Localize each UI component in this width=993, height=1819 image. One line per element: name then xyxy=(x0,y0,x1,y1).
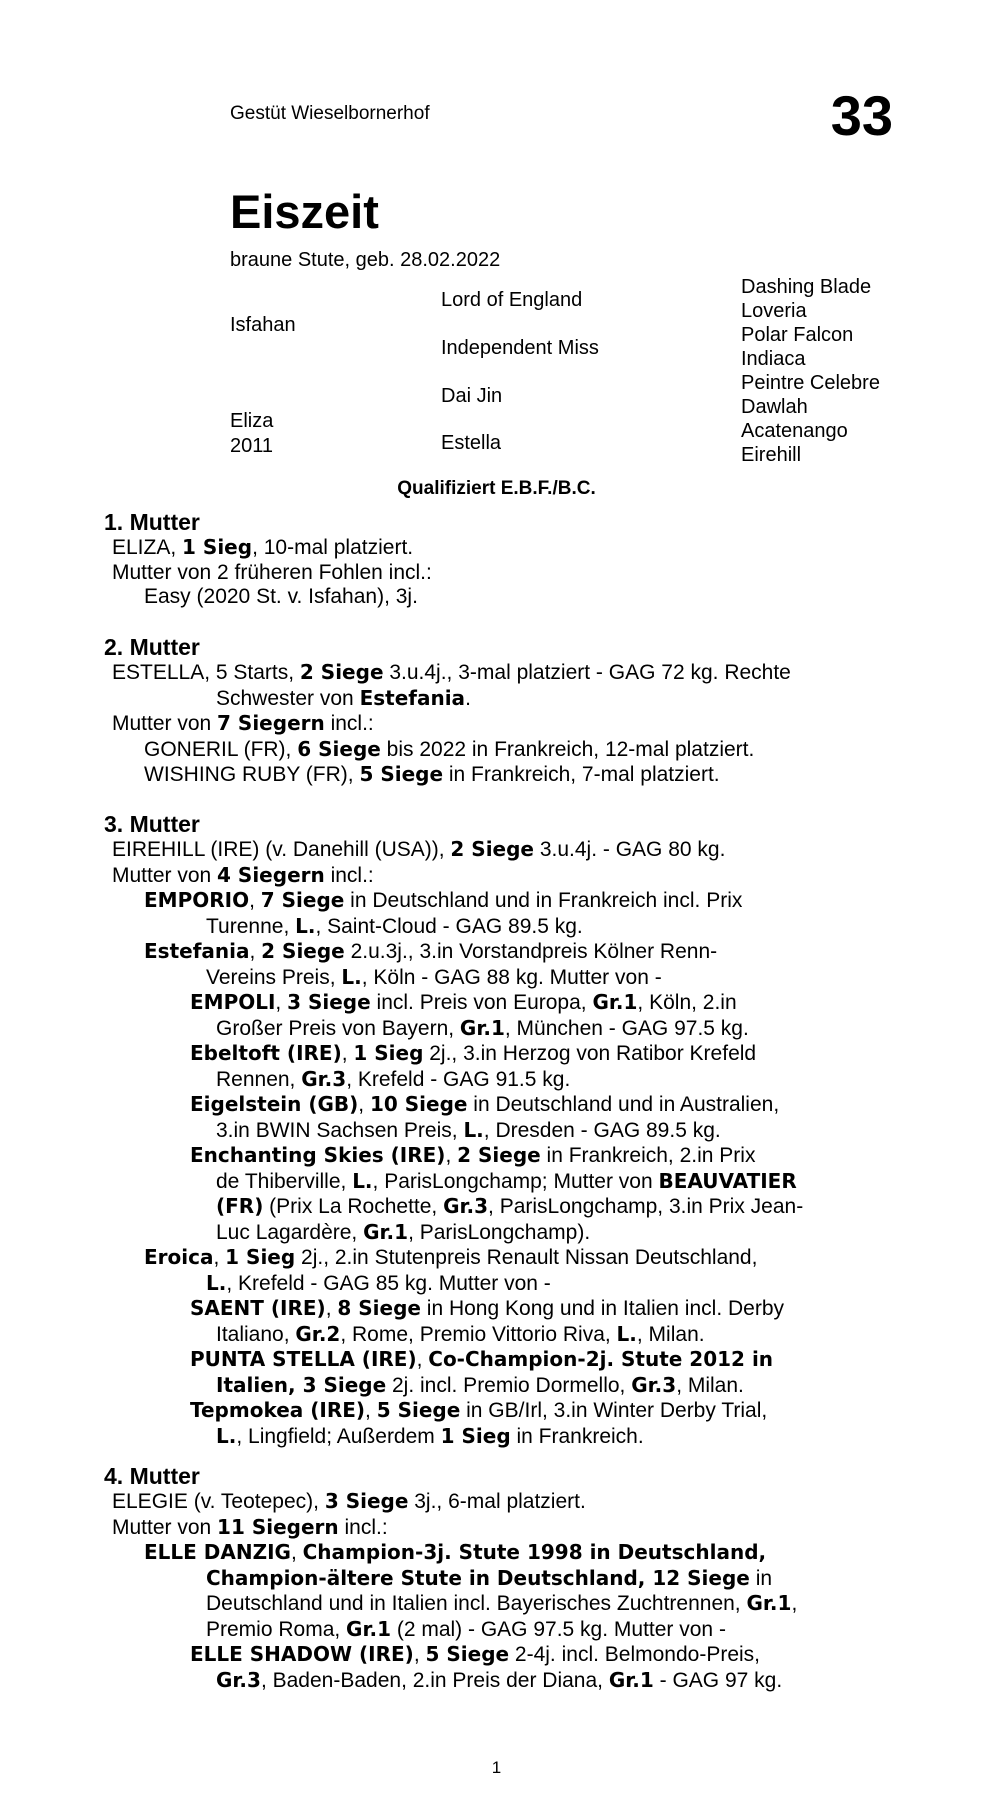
bold-text: Champion-ältere Stute in Deutschland, 12 Siege xyxy=(206,1565,750,1590)
bold-text: Italien, 3 Siege xyxy=(216,1372,387,1397)
bold-text: 2 Siege xyxy=(457,1143,541,1167)
bold-text: Gr.1 xyxy=(746,1591,792,1615)
bold-text: 10 Siege xyxy=(369,1092,468,1116)
section-lines xyxy=(104,1489,904,1693)
entry-line xyxy=(104,737,904,763)
text: Deutschland und in Italien incl. Bayerisches Zuchtrennen, xyxy=(206,1592,747,1615)
pedigree-dam-year: 2011 xyxy=(230,435,274,457)
entry-line xyxy=(104,1617,904,1643)
stud-name: Gestüt Wieselbornerhof xyxy=(230,103,430,124)
section-heading: 1. Mutter xyxy=(104,509,200,535)
bold-text: Gr.1 xyxy=(363,1219,409,1244)
text: in GB/Irl, 3.in Winter Derby Trial, xyxy=(460,1399,768,1422)
qualification: Qualifiziert E.B.F./B.C. xyxy=(397,478,596,499)
entry-line xyxy=(104,1118,904,1144)
bold-text: 11 Siegern xyxy=(217,1514,339,1539)
bold-text: SAENT (IRE) xyxy=(190,1296,326,1320)
text: - GAG 97 kg. xyxy=(653,1668,783,1692)
bold-text: L. xyxy=(216,1423,237,1448)
text: Turenne, xyxy=(206,914,296,938)
text: 3.u.4j., 3-mal platziert - GAG 72 kg. Rechte xyxy=(383,661,791,684)
section-first-dam xyxy=(104,509,904,610)
text: 3.in BWIN Sachsen Preis, xyxy=(216,1118,464,1142)
bold-text: Estefania xyxy=(359,685,466,710)
text: in Frankreich, 2.in Prix xyxy=(540,1144,756,1167)
horse-description: braune Stute, geb. 28.02.2022 xyxy=(230,249,501,271)
bold-text: 3 Siege xyxy=(324,1489,409,1513)
entry-line xyxy=(104,1041,904,1067)
entry-line xyxy=(104,1322,904,1348)
text: 2j. incl. Premio Dormello, xyxy=(386,1373,632,1397)
pedigree-grandparent: Lord of England xyxy=(441,289,583,311)
pedigree-grandparent: Dai Jin xyxy=(441,385,503,407)
pedigree-great-grandparent: Dawlah xyxy=(741,396,808,418)
bold-text: BEAUVATIER xyxy=(658,1168,797,1193)
entry-line xyxy=(104,1245,904,1271)
bold-text: EMPORIO xyxy=(144,888,250,912)
bold-text: Gr.3 xyxy=(631,1372,677,1397)
text: , xyxy=(249,940,262,963)
pedigree-great-grandparent: Peintre Celebre xyxy=(741,372,880,394)
text: 3.u.4j. - GAG 80 kg. xyxy=(534,838,726,861)
text: , Baden-Baden, 2.in Preis der Diana, xyxy=(260,1668,609,1692)
bold-text: (FR) xyxy=(216,1194,264,1218)
text: incl.: xyxy=(324,863,374,887)
entry-line xyxy=(104,1194,904,1220)
entry-line xyxy=(104,1347,904,1373)
bold-text: Co-Champion-2j. Stute 2012 in xyxy=(428,1347,774,1371)
text: , München - GAG 97.5 kg. xyxy=(504,1016,749,1040)
bold-text: 5 Siege xyxy=(425,1642,510,1666)
entry-line xyxy=(104,1424,904,1450)
text: Mutter von 2 früheren Fohlen incl.: xyxy=(112,560,432,584)
bold-text: Enchanting Skies (IRE) xyxy=(190,1143,446,1167)
bold-text: 4 Siegern xyxy=(217,862,325,887)
text: , 10-mal platziert. xyxy=(252,536,414,559)
pedigree-great-grandparent: Acatenango xyxy=(741,420,848,442)
text: Rennen, xyxy=(216,1067,302,1091)
entry-line xyxy=(104,1296,904,1322)
bold-text: Gr.2 xyxy=(295,1321,341,1346)
bold-text: Gr.1 xyxy=(346,1616,391,1641)
bold-text: ELLE SHADOW (IRE) xyxy=(190,1642,414,1666)
entry-line xyxy=(104,1143,904,1169)
entry-line xyxy=(104,1642,904,1668)
pedigree-great-grandparent: Indiaca xyxy=(741,348,806,370)
bold-text: Tepmokea (IRE) xyxy=(190,1398,366,1422)
entry-line xyxy=(104,1373,904,1399)
pedigree-great-grandparent: Loveria xyxy=(741,300,807,322)
text: (Prix La Rochette, xyxy=(263,1195,444,1218)
entry-line xyxy=(104,762,904,788)
text: , Krefeld - GAG 91.5 kg. xyxy=(346,1067,571,1091)
text: , xyxy=(358,1093,370,1116)
entry-line xyxy=(104,535,904,561)
bold-text: EMPOLI xyxy=(190,990,276,1014)
bold-text: 3 Siege xyxy=(287,990,371,1014)
bold-text: 1 Sieg xyxy=(440,1423,511,1448)
bold-text: 1 Sieg xyxy=(182,535,253,559)
text: Premio Roma, xyxy=(206,1617,347,1641)
entry-line xyxy=(104,914,904,940)
section-lines xyxy=(104,660,904,788)
page-number: 1 xyxy=(491,1758,502,1777)
entry-line xyxy=(104,1398,904,1424)
text: in Deutschland und in Frankreich incl. Prix xyxy=(344,889,743,912)
section-fourth-dam xyxy=(104,1463,904,1693)
entry-line xyxy=(104,1489,904,1515)
section-heading: 2. Mutter xyxy=(104,634,200,660)
entry-line xyxy=(104,1169,904,1195)
pedigree-great-grandparent: Eirehill xyxy=(741,444,802,466)
text: , Lingfield; Außerdem xyxy=(236,1424,441,1448)
bold-text: PUNTA STELLA (IRE) xyxy=(190,1347,417,1371)
text: , ParisLongchamp). xyxy=(408,1220,591,1244)
entry-line xyxy=(104,1271,904,1297)
bold-text: L. xyxy=(352,1168,373,1193)
text: 2-4j. incl. Belmondo-Preis, xyxy=(509,1643,761,1666)
text: , xyxy=(413,1643,426,1666)
pedigree-sire: Isfahan xyxy=(230,314,296,336)
bold-text: L. xyxy=(341,964,362,989)
pedigree-great-grandparent: Polar Falcon xyxy=(741,324,854,346)
pedigree-great-grandparent: Dashing Blade xyxy=(741,276,872,298)
text: Schwester von xyxy=(216,686,360,710)
bold-text: L. xyxy=(295,913,316,938)
section-lines xyxy=(104,535,904,610)
entry-line xyxy=(104,837,904,863)
text: Mutter von xyxy=(112,712,218,735)
entry-line xyxy=(104,888,904,914)
section-heading: 3. Mutter xyxy=(104,811,200,837)
bold-text: Gr.3 xyxy=(301,1066,347,1091)
section-second-dam xyxy=(104,634,904,788)
bold-text: Eroica xyxy=(144,1245,214,1269)
bold-text: 1 Sieg xyxy=(353,1041,424,1065)
bold-text: 2 Siege xyxy=(299,660,384,684)
section-lines xyxy=(104,837,904,1449)
text: , xyxy=(445,1144,458,1167)
text: , xyxy=(791,1592,798,1615)
text: Easy (2020 St. v. Isfahan), 3j. xyxy=(144,585,418,608)
text: , xyxy=(249,889,261,912)
text: , Milan. xyxy=(636,1322,705,1346)
text: Mutter von xyxy=(112,1515,218,1539)
bold-text: Gr.1 xyxy=(592,990,638,1014)
bold-text: Eigelstein (GB) xyxy=(190,1092,359,1116)
entry-line xyxy=(104,561,904,586)
text: , ParisLongchamp, 3.in Prix Jean- xyxy=(488,1195,804,1218)
entry-line xyxy=(104,585,904,610)
text: , Saint-Cloud - GAG 89.5 kg. xyxy=(315,914,583,938)
entry-line xyxy=(104,1016,904,1042)
text: 2.u.3j., 3.in Vorstandpreis Kölner Renn- xyxy=(344,940,718,963)
entry-line xyxy=(104,863,904,889)
pedigree-dam: Eliza xyxy=(230,410,274,432)
bold-text: L. xyxy=(206,1270,227,1295)
bold-text: L. xyxy=(463,1117,484,1142)
text: in Frankreich, 7-mal platziert. xyxy=(443,763,720,786)
entry-line xyxy=(104,686,904,712)
bold-text: 5 Siege xyxy=(376,1398,461,1422)
text: , xyxy=(290,1541,303,1564)
text: , Köln - GAG 88 kg. Mutter von - xyxy=(361,965,662,989)
bold-text: L. xyxy=(616,1321,637,1346)
text: Mutter von xyxy=(112,863,218,887)
text: in Frankreich. xyxy=(510,1424,644,1448)
bold-text: Champion-3j. Stute 1998 in Deutschland, xyxy=(302,1540,767,1564)
entry-line xyxy=(104,1591,904,1617)
text: ESTELLA, 5 Starts, xyxy=(112,661,300,684)
bold-text: Estefania xyxy=(144,939,250,963)
text: 2j., 3.in Herzog von Ratibor Krefeld xyxy=(423,1042,757,1065)
bold-text: 2 Siege xyxy=(261,939,345,963)
text: 3j., 6-mal platziert. xyxy=(408,1490,586,1513)
text: . xyxy=(465,686,471,710)
text: ELEGIE (v. Teotepec), xyxy=(112,1490,325,1513)
pedigree-grandparent: Independent Miss xyxy=(441,337,599,359)
bold-text: ELLE DANZIG xyxy=(144,1540,291,1564)
bold-text: 7 Siegern xyxy=(217,711,325,735)
entry-line xyxy=(104,1092,904,1118)
text: , Milan. xyxy=(676,1373,744,1397)
entry-line xyxy=(104,1067,904,1093)
bold-text: 2 Siege xyxy=(450,837,534,861)
bold-text: 1 Sieg xyxy=(225,1245,296,1269)
bold-text: 6 Siege xyxy=(297,736,381,761)
text: incl.: xyxy=(338,1515,388,1539)
text: incl. Preis von Europa, xyxy=(370,991,593,1014)
text: , Köln, 2.in xyxy=(637,991,737,1014)
text: incl.: xyxy=(324,712,374,735)
entry-line xyxy=(104,1515,904,1541)
entry-line xyxy=(104,939,904,965)
text: in Hong Kong und in Italien incl. Derby xyxy=(420,1297,785,1320)
bold-text: 5 Siege xyxy=(359,762,444,786)
text: EIREHILL (IRE) (v. Danehill (USA)), xyxy=(112,838,451,861)
entry-line xyxy=(104,1566,904,1592)
text: ELIZA, xyxy=(112,536,183,559)
horse-name: Eiszeit xyxy=(230,185,379,238)
entry-line xyxy=(104,660,904,686)
bold-text: 7 Siege xyxy=(260,888,345,912)
text: , xyxy=(275,991,288,1014)
text: , xyxy=(365,1399,377,1422)
bold-text: 8 Siege xyxy=(337,1296,421,1320)
text: Vereins Preis, xyxy=(206,965,342,989)
text: , xyxy=(325,1297,338,1320)
entry-line xyxy=(104,711,904,737)
text: , Dresden - GAG 89.5 kg. xyxy=(483,1118,721,1142)
text: in Deutschland und in Australien, xyxy=(467,1093,780,1116)
text: , ParisLongchamp; Mutter von xyxy=(372,1169,659,1193)
section-heading: 4. Mutter xyxy=(104,1463,200,1489)
bold-text: Gr.3 xyxy=(216,1667,261,1692)
pedigree-grandparent: Estella xyxy=(441,432,502,454)
text: Großer Preis von Bayern, xyxy=(216,1016,460,1040)
text: bis 2022 in Frankreich, 12-mal platziert. xyxy=(380,737,755,761)
bold-text: Ebeltoft (IRE) xyxy=(190,1041,342,1065)
text: WISHING RUBY (FR), xyxy=(144,763,360,786)
text: (2 mal) - GAG 97.5 kg. Mutter von - xyxy=(391,1617,726,1641)
text: , xyxy=(341,1042,354,1065)
text: Luc Lagardère, xyxy=(216,1220,364,1244)
text: 2j., 2.in Stutenpreis Renault Nissan Deutschland, xyxy=(295,1246,758,1269)
text: , xyxy=(213,1246,226,1269)
text: in xyxy=(749,1566,773,1590)
section-third-dam xyxy=(104,811,904,1449)
bold-text: Gr.1 xyxy=(608,1667,654,1692)
lot-number: 33 xyxy=(830,84,893,147)
entry-line xyxy=(104,1540,904,1566)
entry-line xyxy=(104,990,904,1016)
bold-text: Gr.1 xyxy=(459,1015,505,1040)
text: de Thiberville, xyxy=(216,1169,353,1193)
text: , Rome, Premio Vittorio Riva, xyxy=(340,1322,617,1346)
entry-line xyxy=(104,1220,904,1246)
bold-text: Gr.3 xyxy=(443,1194,489,1218)
text: GONERIL (FR), xyxy=(144,737,298,761)
text: , Krefeld - GAG 85 kg. Mutter von - xyxy=(226,1271,551,1295)
text: Italiano, xyxy=(216,1322,296,1346)
text: , xyxy=(416,1348,429,1371)
entry-line xyxy=(104,1668,904,1694)
entry-line xyxy=(104,965,904,991)
